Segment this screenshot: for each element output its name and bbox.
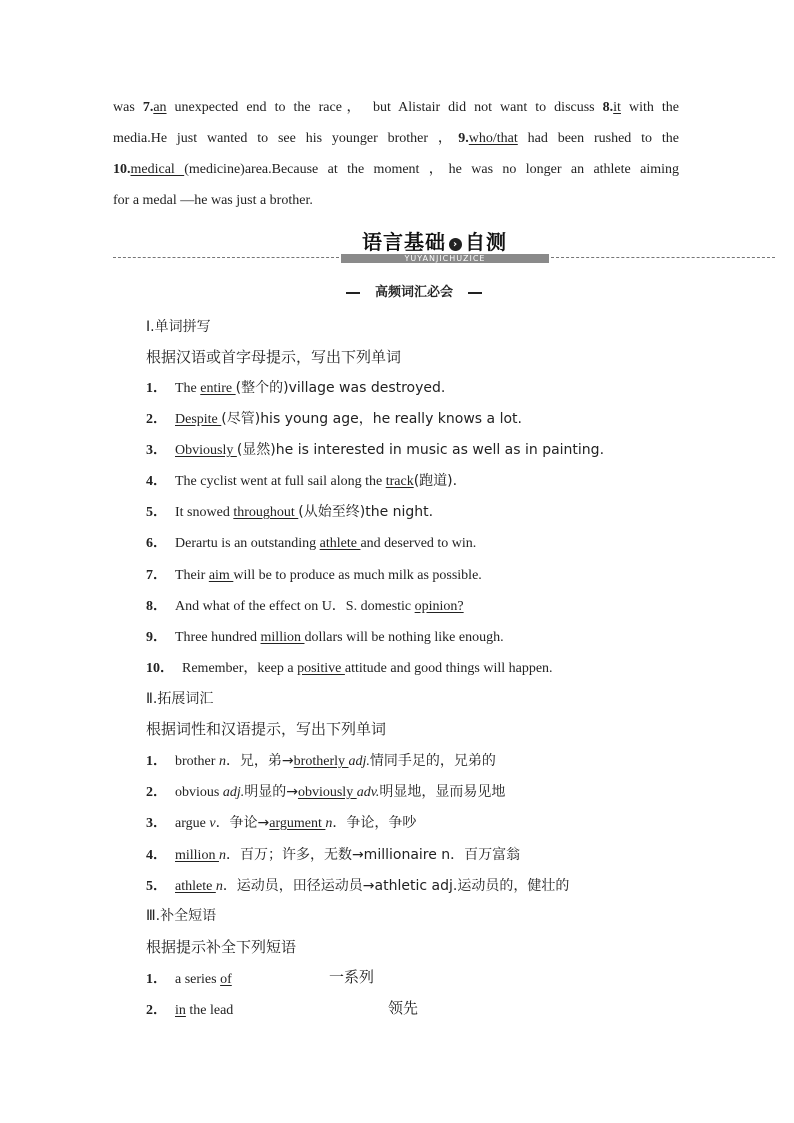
- answer: of: [220, 972, 232, 987]
- section2-heading: Ⅱ.拓展词汇: [146, 691, 214, 707]
- list-item: 4． million n．百万；许多，无数→millionaire n．百万富翁: [146, 847, 521, 863]
- subtitle: 高频词汇必会: [374, 285, 453, 300]
- list-item: 2． obvious adj.明显的→obviously adv.明显地，显而易见地: [146, 784, 506, 800]
- list-item: 3． argue v．争论→argument n．争论，争吵: [146, 815, 417, 831]
- list-item: 10． Remember，keep a positive attitude and good things will happen.: [146, 661, 553, 676]
- section2-instruction: 根据词性和汉语提示，写出下列单词: [146, 720, 387, 738]
- banner-pinyin: YUYANJICHUZICE: [341, 254, 549, 263]
- section3-instruction: 根据提示补全下列短语: [146, 938, 297, 956]
- list-item: 9． Three hundred million dollars will be nothing like enough.: [146, 630, 504, 645]
- list-item: 1． brother n．兄，弟→brotherly adj.情同手足的，兄弟的: [146, 753, 496, 769]
- answer-8: it: [613, 100, 621, 115]
- section1-heading: Ⅰ.单词拼写: [146, 319, 211, 335]
- answer-10: medical: [130, 162, 185, 177]
- answer: athlete: [319, 536, 361, 551]
- list-item: 1． a series of: [146, 972, 232, 987]
- answer: opinion?: [414, 599, 464, 614]
- list-item: 2． in the lead: [146, 1003, 234, 1018]
- answer: million: [260, 630, 305, 645]
- arrow-circle-icon: ›: [449, 238, 462, 251]
- answer: Obviously: [175, 443, 237, 458]
- answer-7: an: [153, 100, 167, 115]
- section1-instruction: 根据汉语或首字母提示，写出下列单词: [146, 348, 402, 366]
- section-banner-title: 语言基础 › 自测: [362, 230, 507, 254]
- phrase-meaning: 一系列: [329, 968, 375, 986]
- answer: Despite: [175, 412, 222, 427]
- answer: athlete: [175, 879, 216, 894]
- answer: argument: [269, 816, 326, 831]
- answer: entire: [200, 381, 236, 396]
- answer-9: who/that: [468, 131, 518, 146]
- list-item: 1． The entire (整个的)village was destroyed.: [146, 380, 446, 396]
- answer: positive: [297, 661, 345, 676]
- passage: [113, 92, 679, 216]
- answer: million: [175, 848, 219, 863]
- subtitle-box: [346, 283, 482, 303]
- list-item: 8． And what of the effect on U．S. domestic opinion?: [146, 599, 464, 614]
- blank-number: 7.: [142, 100, 154, 115]
- list-item: 5． athlete n．运动员，田径运动员→athletic adj.运动员的，健壮的: [146, 878, 570, 894]
- passage-line-2: media.He just wanted to see his younger brother ，9.who/that had been rushed to the: [113, 131, 680, 146]
- divider-left: [113, 257, 339, 258]
- list-item: 4． The cyclist went at full sail along the track(跑道).: [146, 473, 458, 489]
- section3-heading: Ⅲ.补全短语: [146, 908, 217, 924]
- answer: aim: [208, 568, 234, 583]
- list-item: 7． Their aim will be to produce as much milk as possible.: [146, 568, 482, 583]
- passage-line-3: 10.medical (medicine)area.Because at the moment ，he was no longer an athlete aiming: [113, 162, 679, 177]
- passage-line-4: for a medal —he was just a brother.: [113, 193, 313, 208]
- blank-number: 10.: [113, 162, 131, 177]
- phrase-meaning: 领先: [388, 999, 419, 1017]
- list-item: 2． Despite (尽管)his young age，he really knows a lot.: [146, 411, 522, 427]
- passage-line-1: was 7.an unexpected end to the race， but Alistair did not want to discuss 8.it with the: [113, 100, 680, 115]
- divider-right: [551, 257, 775, 258]
- list-item: 5． It snowed throughout (从始至终)the night.: [146, 504, 434, 520]
- list-item: 6． Derartu is an outstanding athlete and deserved to win.: [146, 536, 477, 551]
- answer: track: [385, 474, 414, 489]
- answer: throughout: [233, 505, 299, 520]
- answer: brotherly: [293, 754, 349, 769]
- answer: in: [175, 1003, 186, 1018]
- answer: obviously: [297, 785, 357, 800]
- list-item: 3． Obviously (显然)he is interested in music as well as in painting.: [146, 442, 605, 458]
- blank-number: 9.: [458, 131, 469, 146]
- blank-number: 8.: [602, 100, 614, 115]
